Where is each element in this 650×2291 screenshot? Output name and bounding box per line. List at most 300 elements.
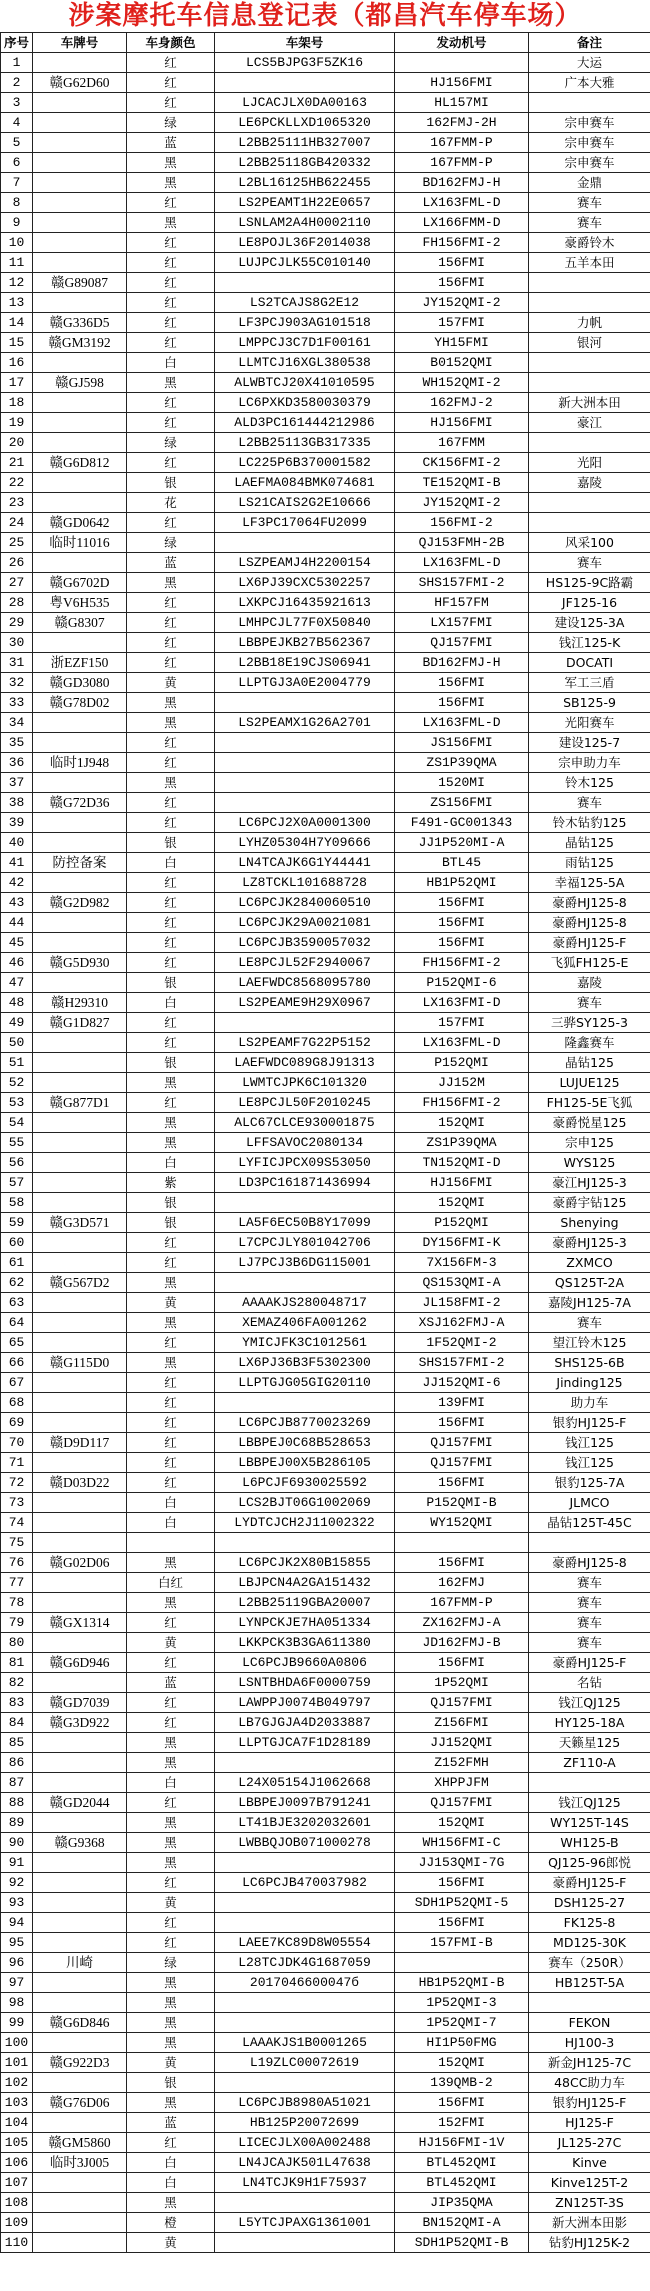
frame-number: LN4TCJK9H1F75937 [215,2173,395,2193]
body-color: 红 [127,293,215,313]
table-row [1,233,650,253]
remark: 豪爵HJ125-F [529,1653,650,1673]
remark: JLMCO [529,1493,650,1513]
engine-number: TE152QMI-B [395,473,529,493]
remark: 力帆 [529,313,650,333]
remark: 宗申赛车 [529,153,650,173]
table-row [1,673,650,693]
table-row [1,1933,650,1953]
table-row [1,2073,650,2093]
frame-number: L2BB25119GBA20007 [215,1593,395,1613]
plate-number: 赣G2D982 [33,893,127,913]
row-index: 91 [1,1853,33,1873]
plate-number: 赣GX1314 [33,1613,127,1633]
engine-number: 167FMM-P [395,1593,529,1613]
table-row [1,1753,650,1773]
frame-number [215,2073,395,2093]
table-row [1,253,650,273]
body-color: 红 [127,393,215,413]
body-color: 红 [127,913,215,933]
remark: HJ125-F [529,2113,650,2133]
remark: 豪爵HJ125-F [529,933,650,953]
frame-number: LA5F6EC50B8Y17099 [215,1213,395,1233]
body-color: 红 [127,733,215,753]
table-row [1,1193,650,1213]
plate-number [33,1453,127,1473]
remark: SB125-9 [529,693,650,713]
remark: 金鼎 [529,173,650,193]
plate-number [33,873,127,893]
body-color: 黑 [127,1813,215,1833]
body-color: 紫 [127,1173,215,1193]
frame-number: 2017046600047б [215,1973,395,1993]
plate-number [33,133,127,153]
table-row [1,1893,650,1913]
body-color: 蓝 [127,553,215,573]
frame-number: LCS5BJPG3F5ZK16 [215,53,395,73]
frame-number: LSNLAM2A4H0002110 [215,213,395,233]
remark: 豪江HJ125-3 [529,1173,650,1193]
column-header-frame: 车架号 [215,33,395,53]
row-index: 47 [1,973,33,993]
remark: HB125T-5A [529,1973,650,1993]
plate-number [33,2073,127,2093]
remark: 赛车 [529,993,650,1013]
plate-number [33,433,127,453]
engine-number: B0152QMI [395,353,529,373]
remark: 晶钻125 [529,1053,650,1073]
frame-number: L28TCJDK4G1687059 [215,1953,395,1973]
column-header-index: 序号 [1,33,33,53]
body-color: 黑 [127,1353,215,1373]
engine-number: HJ156FMI [395,413,529,433]
body-color: 白 [127,1513,215,1533]
frame-number: LS2TCAJS8G2E12 [215,293,395,313]
remark: 银豹HJ125-F [529,2093,650,2113]
engine-number: HJ156FMI [395,73,529,93]
plate-number: 赣H29310 [33,993,127,1013]
frame-number: L2BB25113GB317335 [215,433,395,453]
engine-number: SDH1P52QMI-B [395,2233,529,2253]
plate-number: 赣G3D571 [33,1213,127,1233]
body-color: 红 [127,273,215,293]
plate-number [33,1193,127,1213]
frame-number: LC6PXKD3580030379 [215,393,395,413]
row-index: 36 [1,753,33,773]
frame-number: LE6PCKLLXD1065320 [215,113,395,133]
remark: 豪江 [529,413,650,433]
remark: 钱江QJ125 [529,1793,650,1813]
row-index: 109 [1,2213,33,2233]
remark: 晶钻125T-45C [529,1513,650,1533]
remark: 钱江QJ125 [529,1693,650,1713]
body-color: 红 [127,633,215,653]
plate-number [33,393,127,413]
engine-number: JJ1P520MI-A [395,833,529,853]
table-row [1,1513,650,1533]
table-row [1,1593,650,1613]
remark: 光阳赛车 [529,713,650,733]
remark: 赛车 [529,1593,650,1613]
plate-number [33,1533,127,1553]
remark [529,1533,650,1553]
engine-number: 1P52QMI-3 [395,1993,529,2013]
table-row [1,433,650,453]
body-color: 黑 [127,1753,215,1773]
engine-number: ZS156FMI [395,793,529,813]
frame-number: LSNTBHDA6F0000759 [215,1673,395,1693]
table-row [1,893,650,913]
table-row [1,1233,650,1253]
row-index: 93 [1,1893,33,1913]
row-index: 79 [1,1613,33,1633]
table-row [1,1833,650,1853]
engine-number: JJ152QMI [395,1733,529,1753]
frame-number: L2BL16125HB622455 [215,173,395,193]
remark: Kinve125T-2 [529,2173,650,2193]
remark: 三骅SY125-3 [529,1013,650,1033]
row-index: 4 [1,113,33,133]
row-index: 84 [1,1713,33,1733]
frame-number: LAEFWDC8568095780 [215,973,395,993]
plate-number: 赣G02D06 [33,1553,127,1573]
plate-number: 赣G567D2 [33,1273,127,1293]
body-color: 红 [127,413,215,433]
table-row [1,1733,650,1753]
table-row [1,1433,650,1453]
row-index: 73 [1,1493,33,1513]
engine-number: P152QMI-6 [395,973,529,993]
frame-number: LC6PCJK2X80B15855 [215,1553,395,1573]
frame-number: LT41BJE3202032601 [215,1813,395,1833]
table-row [1,1713,650,1733]
engine-number: LX166FMM-D [395,213,529,233]
engine-number [395,1953,529,1973]
frame-number: LMHPCJL77F0X50840 [215,613,395,633]
body-color: 银 [127,1213,215,1233]
table-row [1,453,650,473]
engine-number: FH156FMI-2 [395,1093,529,1113]
engine-number: ZS1P39QMA [395,753,529,773]
plate-number: 赣G6D812 [33,453,127,473]
engine-number: WH156FMI-C [395,1833,529,1853]
table-row [1,413,650,433]
frame-number: LLPTGJG05GIG20110 [215,1373,395,1393]
remark: 隆鑫赛车 [529,1033,650,1053]
frame-number [215,1533,395,1553]
plate-number: 防控备案 [33,853,127,873]
frame-number: LBBPEJ00X5B286105 [215,1453,395,1473]
row-index: 77 [1,1573,33,1593]
table-row [1,313,650,333]
remark: WH125-B [529,1833,650,1853]
body-color: 银 [127,973,215,993]
row-index: 53 [1,1093,33,1113]
engine-number: JD162FMJ-B [395,1633,529,1653]
body-color: 黑 [127,1313,215,1333]
plate-number [33,913,127,933]
remark: QS125T-2A [529,1273,650,1293]
table-row [1,1373,650,1393]
plate-number [33,173,127,193]
plate-number: 赣GJ598 [33,373,127,393]
body-color: 红 [127,613,215,633]
body-color: 红 [127,2133,215,2153]
row-index: 38 [1,793,33,813]
row-index: 7 [1,173,33,193]
remark: SHS125-6B [529,1353,650,1373]
body-color: 绿 [127,1953,215,1973]
table-row [1,2233,650,2253]
frame-number: LFFSAVOC2080134 [215,1133,395,1153]
plate-number [33,1933,127,1953]
body-color: 黑 [127,773,215,793]
engine-number: JIP35QMA [395,2193,529,2213]
remark: 豪爵铃木 [529,233,650,253]
remark: 银豹HJ125-F [529,1413,650,1433]
row-index: 34 [1,713,33,733]
engine-number: QJ157FMI [395,1433,529,1453]
engine-number: HI1P50FMG [395,2033,529,2053]
engine-number: 139FMI [395,1393,529,1413]
plate-number [33,773,127,793]
table-row [1,933,650,953]
engine-number: 156FMI [395,1473,529,1493]
frame-number: LUJPCJLK55C010140 [215,253,395,273]
plate-number [33,2193,127,2213]
table-row [1,1093,650,1113]
table-row [1,2053,650,2073]
body-color: 黑 [127,1733,215,1753]
frame-number: LWBBQJOB071000278 [215,1833,395,1853]
remark: 豪爵HJ125-8 [529,893,650,913]
plate-number [33,2173,127,2193]
plate-number [33,1973,127,1993]
remark: 望江铃木125 [529,1333,650,1353]
frame-number [215,1853,395,1873]
body-color: 红 [127,933,215,953]
table-row [1,53,650,73]
remark [529,1993,650,2013]
engine-number: 156FMI [395,1873,529,1893]
body-color: 银 [127,833,215,853]
plate-number [33,733,127,753]
body-color: 白 [127,2153,215,2173]
row-index: 49 [1,1013,33,1033]
row-index: 51 [1,1053,33,1073]
table-row [1,533,650,553]
row-index: 3 [1,93,33,113]
engine-number: 1P52QMI-7 [395,2013,529,2033]
body-color: 绿 [127,533,215,553]
table-row [1,373,650,393]
plate-number [33,213,127,233]
frame-number: HB125P20072699 [215,2113,395,2133]
plate-number [33,1633,127,1653]
row-index: 58 [1,1193,33,1213]
plate-number: 赣G336D5 [33,313,127,333]
plate-number [33,253,127,273]
engine-number: JY152QMI-2 [395,493,529,513]
body-color: 黄 [127,673,215,693]
engine-number: QJ157FMI [395,1693,529,1713]
row-index: 6 [1,153,33,173]
table-row [1,513,650,533]
plate-number [33,973,127,993]
row-index: 88 [1,1793,33,1813]
row-index: 55 [1,1133,33,1153]
engine-number: Z152FMH [395,1753,529,1773]
table-row [1,1353,650,1373]
remark: WYS125 [529,1153,650,1173]
engine-number: P152QMI [395,1053,529,1073]
frame-number [215,273,395,293]
table-row [1,613,650,633]
row-index: 8 [1,193,33,213]
frame-number: LC6PCJB470037982 [215,1873,395,1893]
remark: 铃木钻豹125 [529,813,650,833]
table-row [1,1973,650,1993]
remark: ZF110-A [529,1753,650,1773]
remark: Shenying [529,1213,650,1233]
engine-number: 152QMI [395,1193,529,1213]
row-index: 50 [1,1033,33,1053]
engine-number: P152QMI-B [395,1493,529,1513]
row-index: 100 [1,2033,33,2053]
row-index: 22 [1,473,33,493]
body-color: 白 [127,1773,215,1793]
frame-number [215,1753,395,1773]
engine-number: 156FMI [395,893,529,913]
frame-number: LN4JCAJK501L47638 [215,2153,395,2173]
engine-number: JL158FMI-2 [395,1293,529,1313]
body-color: 红 [127,1413,215,1433]
frame-number: LS2PEAME9H29X0967 [215,993,395,1013]
frame-number [215,1393,395,1413]
engine-number: WY152QMI [395,1513,529,1533]
plate-number [33,1513,127,1533]
body-color: 红 [127,1933,215,1953]
remark: FK125-8 [529,1913,650,1933]
frame-number: LBBPEJ0C68B528653 [215,1433,395,1453]
table-row [1,1633,650,1653]
frame-number: LC225P6B370001582 [215,453,395,473]
body-color: 红 [127,793,215,813]
body-color: 红 [127,53,215,73]
table-row [1,693,650,713]
table-row [1,813,650,833]
row-index: 110 [1,2233,33,2253]
page-title: 涉案摩托车信息登记表（都昌汽车停车场） [68,1,582,31]
engine-number: 156FMI [395,273,529,293]
row-index: 37 [1,773,33,793]
plate-number: 赣GD0642 [33,513,127,533]
frame-number [215,693,395,713]
body-color: 红 [127,1093,215,1113]
remark: 飞狐FH125-E [529,953,650,973]
remark: 铃木125 [529,773,650,793]
table-row [1,1613,650,1633]
remark: 赛车 [529,1613,650,1633]
engine-number: 1P52QMI [395,1673,529,1693]
plate-number [33,553,127,573]
table-row [1,353,650,373]
plate-number [33,1893,127,1913]
row-index: 16 [1,353,33,373]
remark: 光阳 [529,453,650,473]
row-index: 2 [1,73,33,93]
engine-number: JJ153QMI-7G [395,1853,529,1873]
table-row [1,2173,650,2193]
frame-number: LC6PCJB8980A51021 [215,2093,395,2113]
plate-number: 赣G78D02 [33,693,127,713]
remark: 赛车 [529,553,650,573]
frame-number [215,1913,395,1933]
table-row [1,1113,650,1133]
row-index: 10 [1,233,33,253]
frame-number [215,533,395,553]
plate-number [33,1233,127,1253]
body-color: 绿 [127,433,215,453]
plate-number [33,1373,127,1393]
row-index: 69 [1,1413,33,1433]
row-index: 13 [1,293,33,313]
table-row [1,393,650,413]
body-color: 红 [127,453,215,473]
plate-number: 赣D03D22 [33,1473,127,1493]
remark [529,513,650,533]
frame-number: LC6PCJ2X0A0001300 [215,813,395,833]
table-row [1,793,650,813]
body-color: 红 [127,873,215,893]
plate-number: 赣D9D117 [33,1433,127,1453]
engine-number: 152FMI [395,2113,529,2133]
body-color: 蓝 [127,1673,215,1693]
plate-number [33,53,127,73]
engine-number: 152QMI [395,1113,529,1133]
table-row [1,913,650,933]
body-color: 红 [127,1433,215,1453]
engine-number: SDH1P52QMI-5 [395,1893,529,1913]
row-index: 65 [1,1333,33,1353]
row-index: 35 [1,733,33,753]
engine-number: LX157FMI [395,613,529,633]
row-index: 59 [1,1213,33,1233]
table-row [1,953,650,973]
engine-number: XSJ162FMJ-A [395,1313,529,1333]
engine-number: TN152QMI-D [395,1153,529,1173]
plate-number [33,833,127,853]
row-index: 57 [1,1173,33,1193]
frame-number: LYHZ05304H7Y09666 [215,833,395,853]
body-color: 红 [127,893,215,913]
row-index: 92 [1,1873,33,1893]
plate-number [33,1293,127,1313]
plate-number [33,1113,127,1133]
plate-number [33,1813,127,1833]
plate-number: 赣G877D1 [33,1093,127,1113]
remark [529,493,650,513]
body-color: 红 [127,1453,215,1473]
engine-number: 156FMI [395,1413,529,1433]
remark: 豪爵HJ125-3 [529,1233,650,1253]
row-index: 90 [1,1833,33,1853]
table-row [1,333,650,353]
body-color: 红 [127,1693,215,1713]
frame-number: LC6PCJB3590057032 [215,933,395,953]
plate-number [33,1073,127,1093]
remark: 钱江125 [529,1453,650,1473]
